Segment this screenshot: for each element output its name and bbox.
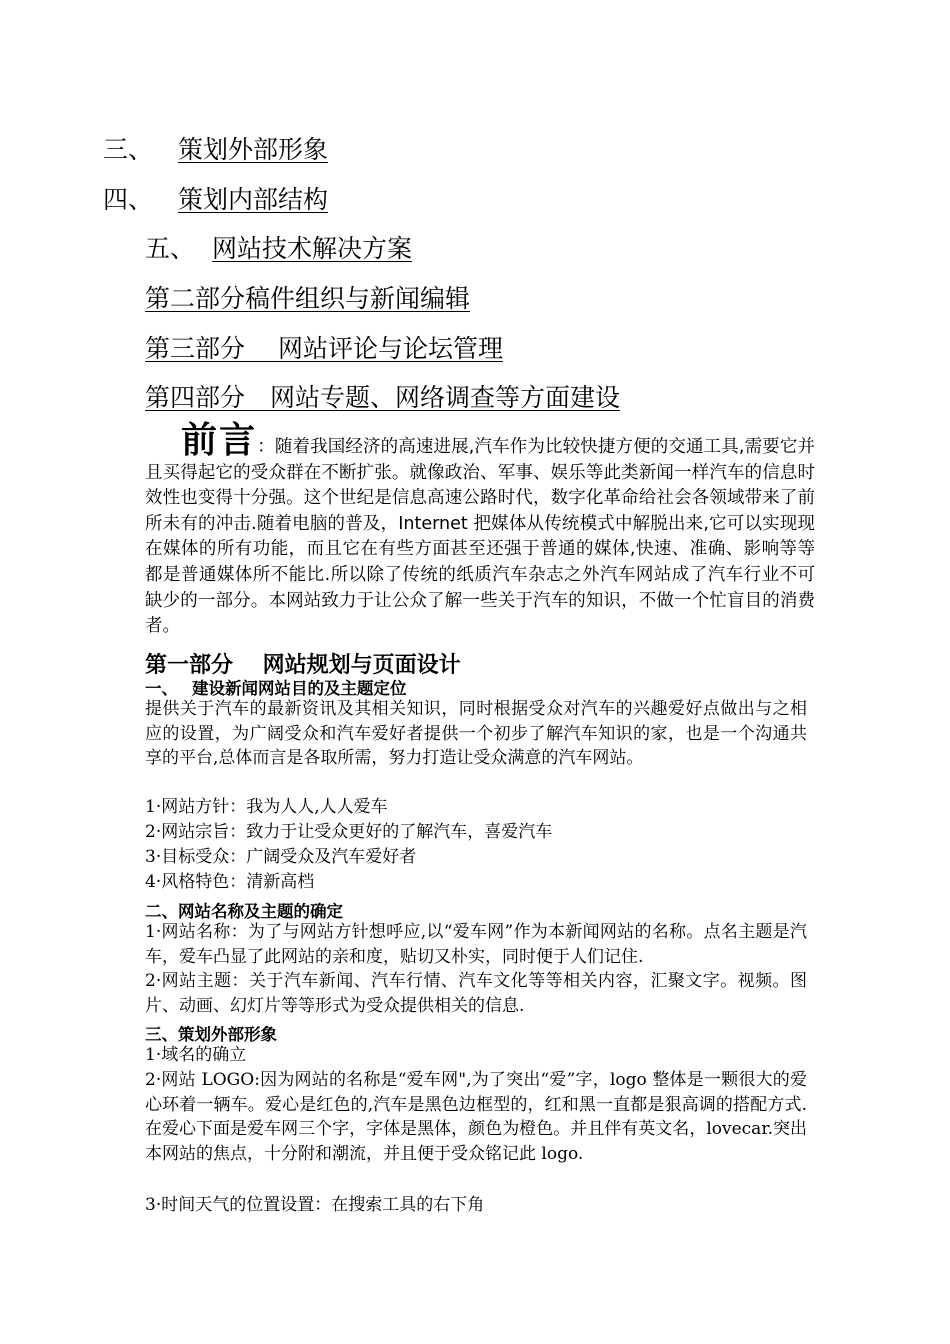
list-item: 3·目标受众：广阔受众及汽车爱好者 <box>145 847 417 867</box>
section1-heading: 一、 建设新闻网站目的及主题定位 <box>145 679 407 698</box>
toc-link[interactable]: 第二部分稿件组织与新闻编辑 <box>145 284 471 313</box>
preface-body: ：随着我国经济的高速进展,汽车作为比较快捷方便的交通工具,需要它并且买得起它的受众群在不断扩张。就像政治、军事、娱乐等此类新闻一样汽车的信息时效性也变得十分强。这个世纪是信息高速公路时代，数字化革命给社会各领域带来了前所未有的冲击.随着电脑的普及，Internet 把媒体从传统模式中解脱出来,它可以实现现在媒体的所有功能，而且它在有些方面甚至还强于普通的媒体,快速、准确、影响等等都是普通媒体所不能比.所以除了传统的纸质汽车杂志之外汽车网站成了汽车行业不可缺少的一部分。本网站致力于让公众了解一些关于汽车的知识，不做一个忙盲目的消费者。 <box>145 437 815 637</box>
section3-heading: 三、策划外部形象 <box>145 1025 277 1044</box>
section1-paragraph: 提供关于汽车的最新资讯及其相关知识，同时根据受众对汽车的兴趣爱好点做出与之相应的设置，为广阔受众和汽车爱好者提供一个初步了解汽车知识的家，也是一个沟通共享的平台,总体而言是各取所需，努力打造让受众满意的汽车网站。 <box>145 699 807 768</box>
list-item: 2·网站宗旨：致力于让受众更好的了解汽车，喜爱汽车 <box>145 822 553 842</box>
toc-link[interactable]: 网站技术解决方案 <box>212 234 413 263</box>
part1-heading: 第一部分 网站规划与页面设计 <box>145 653 461 678</box>
toc-number: 四、 <box>103 185 154 214</box>
preface-paragraph <box>145 420 815 640</box>
toc-link[interactable]: 第三部分 网站评论与论坛管理 <box>145 334 503 363</box>
section2-paragraph-1: 1·网站名称：为了与网站方针想呼应,以“爱车网”作为本新闻网站的名称。点名主题是汽车，爱车凸显了此网站的亲和度，贴切又朴实，同时便于人们记住. <box>145 922 807 967</box>
toc-link[interactable]: 第四部分 网站专题、网络调查等方面建设 <box>145 383 621 412</box>
list-item: 4·风格特色：清新高档 <box>145 872 315 892</box>
list-item: 1·网站方针：我为人人,人人爱车 <box>145 797 388 817</box>
list-item: 3·时间天气的位置设置：在搜索工具的右下角 <box>145 1195 485 1215</box>
toc-link[interactable]: 策划外部形象 <box>178 135 329 164</box>
section2-paragraph-2: 2·网站主题：关于汽车新闻、汽车行情、汽车文化等等相关内容，汇聚文字。视频。图片、动画、幻灯片等等形式为受众提供相关的信息. <box>145 971 807 1016</box>
preface-title: 前言 <box>181 420 258 461</box>
toc-number: 五、 <box>145 234 196 263</box>
list-item: 1·域名的确立 <box>145 1045 247 1065</box>
toc-number: 三、 <box>103 135 154 164</box>
toc-link[interactable]: 策划内部结构 <box>178 185 329 214</box>
section2-heading: 二、网站名称及主题的确定 <box>145 902 343 921</box>
section3-paragraph: 2·网站 LOGO:因为网站的名称是“爱车网",为了突出“爱”字，logo 整体是一颗很大的爱心环着一辆车。爱心是红色的,汽车是黑色边框型的，红和黑一直都是狠高调的搭配方式.在爱心下面是爱车网三个字，字体是黑体，颜色为橙色。并且伴有英文名，lovecar.突出本网站的焦点，十分附和潮流，并且便于受众铭记此 logo. <box>145 1070 807 1164</box>
